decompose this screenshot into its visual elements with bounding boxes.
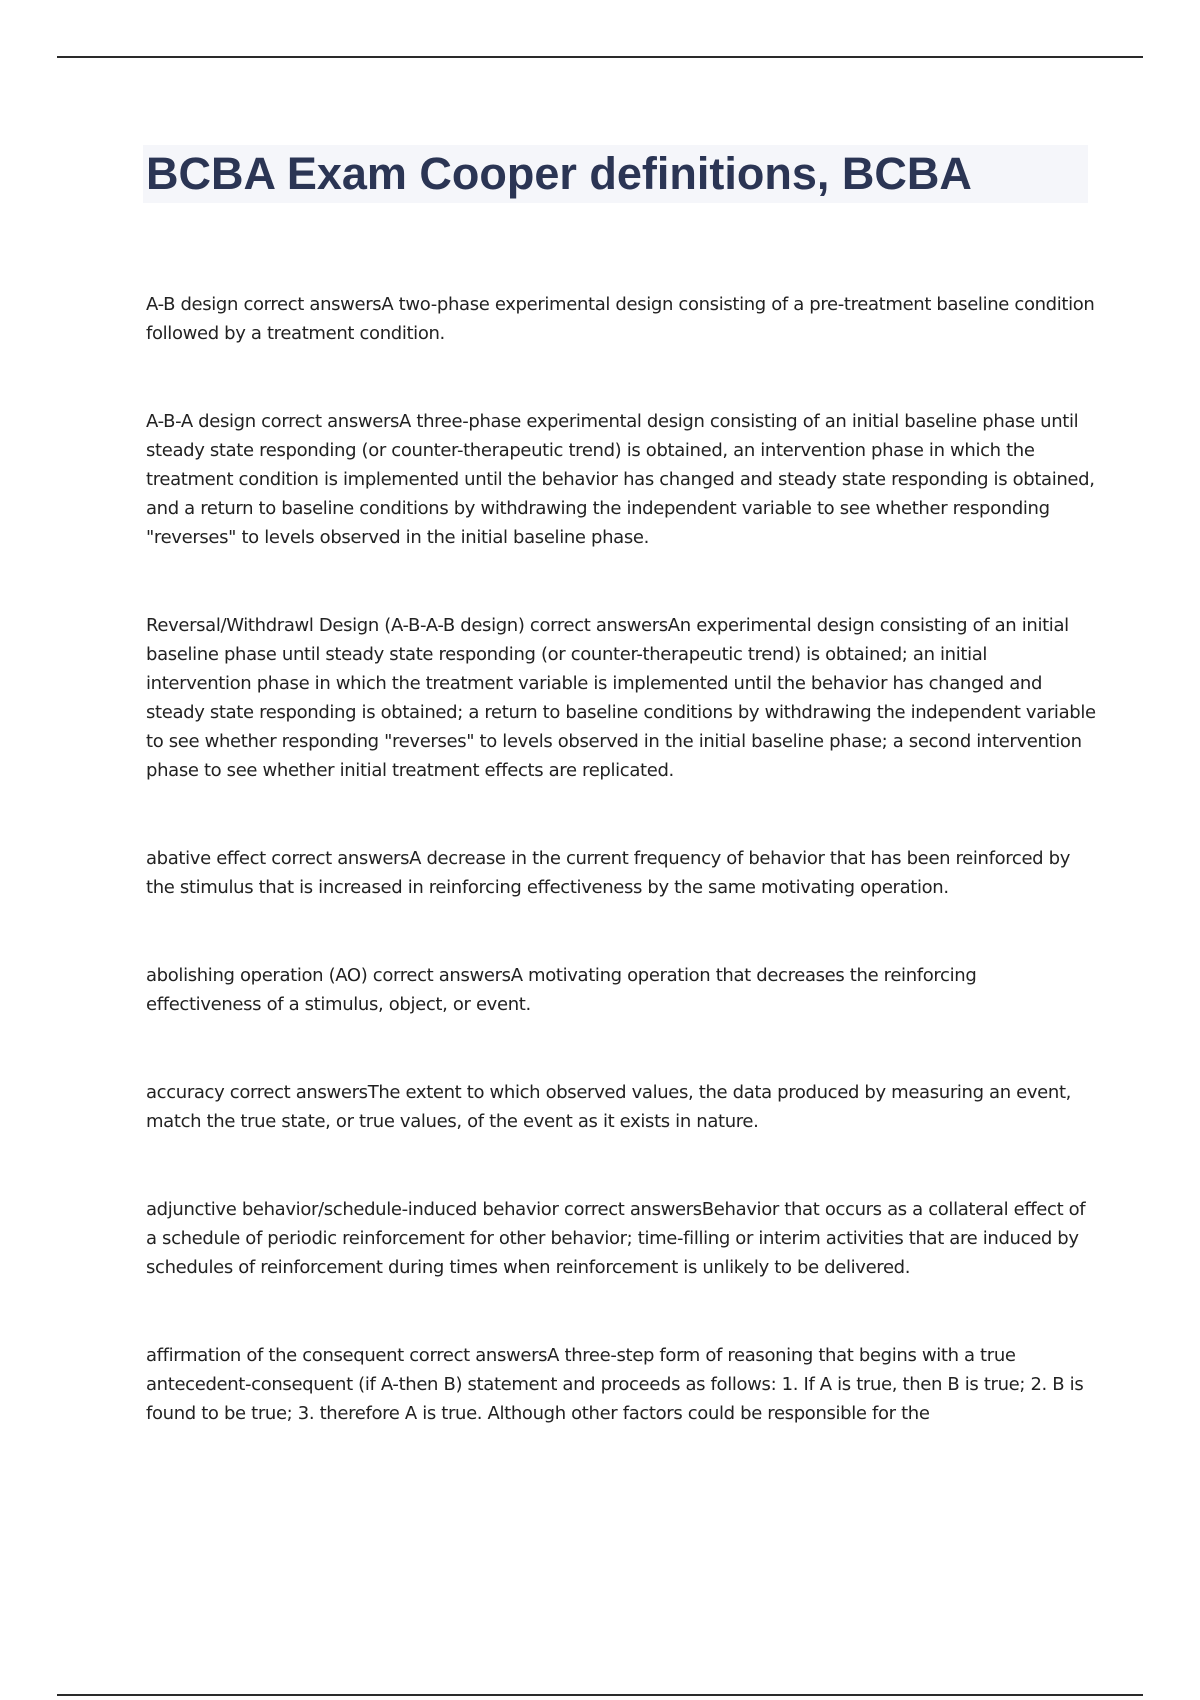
answer-marker: correct answers xyxy=(261,411,400,432)
entry-term: adjunctive behavior/schedule-induced behavior xyxy=(146,1199,564,1220)
entry-definition: An experimental design consisting of an initial baseline phase until steady state responding (or counter-therapeutic trend) is obtained; an initial intervention phase in which the treatment variable is implemented until the behavior has changed and steady state responding is obtained; a return to baseline conditions by withdrawing the independent variable to see whether responding "reverses" to levels observed in the initial baseline phase; a second intervention phase to see whether initial treatment effects are replicated. xyxy=(146,615,1096,781)
definition-list xyxy=(146,290,1096,1487)
definition-entry xyxy=(146,407,1096,552)
entry-term: Reversal/Withdrawl Design (A-B-A-B design) xyxy=(146,615,530,636)
entry-definition: The extent to which observed values, the data produced by measuring an event, match the true state, or true values, of the event as it exists in nature. xyxy=(146,1082,1072,1132)
entry-definition: Behavior that occurs as a collateral effect of a schedule of periodic reinforcement for other behavior; time-filling or interim activities that are induced by schedules of reinforcement during times when reinforcement is unlikely to be delivered. xyxy=(146,1199,1086,1278)
footer-rule xyxy=(57,1694,1143,1696)
entry-term: abolishing operation (AO) xyxy=(146,965,373,986)
entry-term: A-B design xyxy=(146,294,244,315)
document-title: BCBA Exam Cooper definitions, BCBA xyxy=(146,148,972,199)
answer-marker: correct answers xyxy=(229,1082,368,1103)
answer-marker: correct answers xyxy=(529,615,668,636)
header-rule xyxy=(57,56,1143,58)
definition-entry xyxy=(146,1341,1096,1428)
entry-definition: A two-phase experimental design consisting of a pre-treatment baseline condition followed by a treatment condition. xyxy=(146,294,1095,344)
entry-definition: A three-step form of reasoning that begins with a true antecedent-consequent (if A-then B) statement and proceeds as follows: 1. If A is true, then B is true; 2. B is found to be true; 3. therefore A is true. Although other factors could be responsible for the xyxy=(146,1345,1084,1424)
answer-marker: correct answers xyxy=(372,965,511,986)
definition-entry xyxy=(146,1078,1096,1136)
definition-entry xyxy=(146,961,1096,1019)
entry-term: accuracy xyxy=(146,1082,230,1103)
definition-entry xyxy=(146,611,1096,785)
entry-term: abative effect xyxy=(146,848,272,869)
answer-marker: correct answers xyxy=(409,1345,548,1366)
answer-marker: correct answers xyxy=(271,848,410,869)
definition-entry xyxy=(146,1195,1096,1282)
entry-definition: A three-phase experimental design consisting of an initial baseline phase until steady state responding (or counter-therapeutic trend) is obtained, an intervention phase in which the treatment condition is implemented until the behavior has changed and steady state responding is obtained, and a return to baseline conditions by withdrawing the independent variable to see whether responding "reverses" to levels observed in the initial baseline phase. xyxy=(146,411,1095,548)
answer-marker: correct answers xyxy=(563,1199,702,1220)
entry-term: A-B-A design xyxy=(146,411,262,432)
answer-marker: correct answers xyxy=(243,294,382,315)
entry-definition: A motivating operation that decreases the reinforcing effectiveness of a stimulus, object, or event. xyxy=(146,965,977,1015)
entry-term: affirmation of the consequent xyxy=(146,1345,410,1366)
definition-entry xyxy=(146,844,1096,902)
definition-entry xyxy=(146,290,1096,348)
entry-definition: A decrease in the current frequency of behavior that has been reinforced by the stimulus that is increased in reinforcing effectiveness by the same motivating operation. xyxy=(146,848,1071,898)
